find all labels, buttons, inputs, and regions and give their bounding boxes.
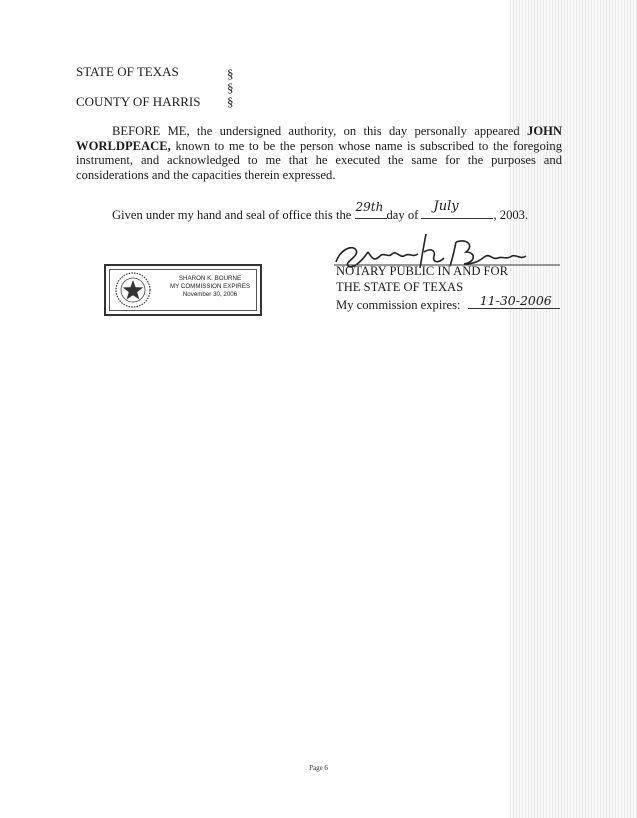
year-text: , 2003. [493,208,529,222]
commission-expires-label: My commission expires: [336,298,461,312]
section-symbol: § [227,66,234,81]
seal-expiry-date: November 30, 2006 [182,291,238,298]
notary-seal-stamp [104,264,262,316]
county-of-harris-label: COUNTY OF HARRIS [76,94,201,109]
month-blank [421,199,493,219]
texas-star-seal-icon [114,271,152,309]
scan-edge-strip [510,0,637,818]
day-blank [355,200,387,219]
day-of-word: day of [386,208,419,222]
commission-expires-line [336,293,560,314]
notary-public-label: NOTARY PUBLIC IN AND FOR [336,264,509,278]
seal-commission-label: MY COMMISSION EXPIRES [170,283,250,290]
day-handwritten: 29th [355,200,384,214]
expires-blank [468,293,560,309]
seal-name: SHARON K. BOURNE [178,275,242,282]
person-last-name: WORLDPEACE, [76,138,171,153]
person-first-name: JOHN [527,124,562,138]
given-prefix: Given under my hand and seal of office this the [112,208,352,222]
page-number: Page 6 [309,764,328,772]
state-of-texas-label: STATE OF TEXAS [76,64,179,79]
seal-text [164,275,256,299]
section-symbol: § [227,94,234,109]
given-line [112,199,529,223]
expires-handwritten: 11-30-2006 [479,293,552,308]
state-of-texas-notary-label: THE STATE OF TEXAS [336,280,464,294]
acknowledgment-rest: known to me to be the person whose name is subscribed to the foregoing instrument, and acknowledged to me that he executed the same for the purposes and considerations and the capacities therein expressed. [76,138,562,182]
acknowledgment-paragraph [76,124,562,182]
month-handwritten: July [433,199,459,214]
section-symbol: § [227,80,234,95]
before-me-text: BEFORE ME, the undersigned authority, on this day personally appeared [112,124,520,138]
